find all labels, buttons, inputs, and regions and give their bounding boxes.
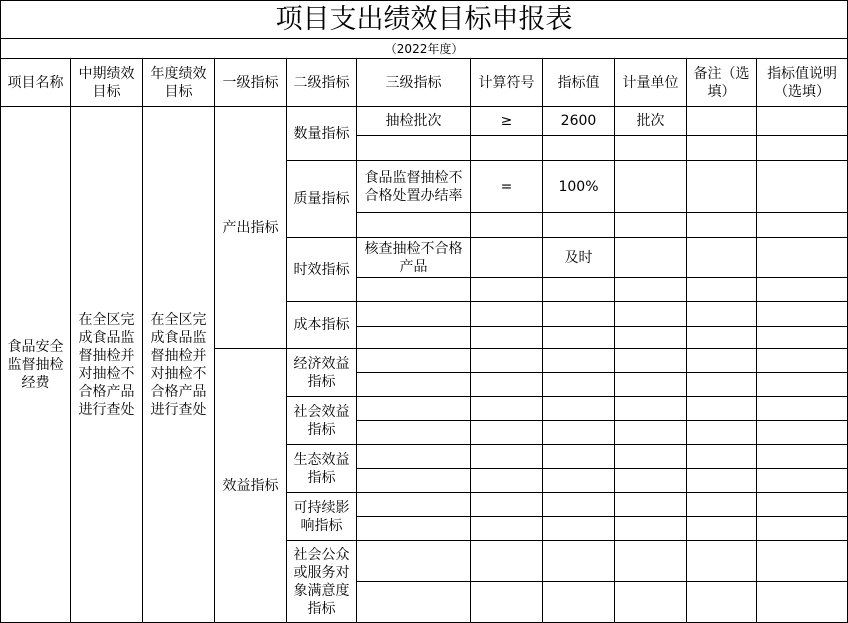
form-title: 项目支出绩效目标申报表 <box>1 1 848 39</box>
remark-cell <box>687 136 757 161</box>
operator-cell <box>471 327 543 349</box>
level3-cell <box>357 349 471 373</box>
value-note-cell <box>757 445 848 469</box>
operator-cell: ≥ <box>471 107 543 136</box>
header-value: 指标值 <box>543 59 615 107</box>
remark-cell <box>687 107 757 136</box>
remark-cell <box>687 278 757 302</box>
unit-cell <box>615 349 687 373</box>
level2-social-cell: 社会效益指标 <box>287 397 357 445</box>
unit-cell <box>615 238 687 278</box>
level3-cell <box>357 445 471 469</box>
value-cell: 100% <box>543 161 615 213</box>
remark-cell <box>687 421 757 445</box>
level2-sustainability-cell: 可持续影响指标 <box>287 493 357 541</box>
value-note-cell <box>757 469 848 493</box>
value-note-cell <box>757 302 848 327</box>
value-cell <box>543 327 615 349</box>
value-cell <box>543 582 615 623</box>
value-cell <box>543 278 615 302</box>
level2-quantity-cell: 数量指标 <box>287 107 357 161</box>
unit-cell <box>615 327 687 349</box>
remark-cell <box>687 541 757 582</box>
unit-cell <box>615 161 687 213</box>
header-project-name: 项目名称 <box>1 59 71 107</box>
remark-cell <box>687 327 757 349</box>
level3-cell <box>357 302 471 327</box>
value-cell <box>543 541 615 582</box>
value-cell <box>543 349 615 373</box>
header-level1: 一级指标 <box>215 59 287 107</box>
value-note-cell <box>757 327 848 349</box>
unit-cell <box>615 397 687 421</box>
operator-cell <box>471 136 543 161</box>
header-operator: 计算符号 <box>471 59 543 107</box>
unit-cell <box>615 582 687 623</box>
level3-cell <box>357 397 471 421</box>
header-remark: 备注（选填） <box>687 59 757 107</box>
remark-cell <box>687 302 757 327</box>
unit-cell <box>615 136 687 161</box>
level3-cell <box>357 373 471 397</box>
operator-cell: = <box>471 161 543 213</box>
level3-cell <box>357 469 471 493</box>
value-note-cell <box>757 161 848 213</box>
value-note-cell <box>757 349 848 373</box>
remark-cell <box>687 238 757 278</box>
operator-cell <box>471 541 543 582</box>
value-note-cell <box>757 278 848 302</box>
value-note-cell <box>757 421 848 445</box>
level3-cell: 食品监督抽检不合格处置办结率 <box>357 161 471 213</box>
unit-cell <box>615 445 687 469</box>
level1-benefit-cell: 效益指标 <box>215 349 287 623</box>
value-note-cell <box>757 136 848 161</box>
operator-cell <box>471 238 543 278</box>
operator-cell <box>471 302 543 327</box>
remark-cell <box>687 493 757 517</box>
annual-goal-cell: 在全区完成食品监督抽检并对抽检不合格产品进行查处 <box>143 107 215 623</box>
operator-cell <box>471 469 543 493</box>
remark-cell <box>687 517 757 541</box>
level3-cell: 抽检批次 <box>357 107 471 136</box>
operator-cell <box>471 582 543 623</box>
value-note-cell <box>757 107 848 136</box>
value-cell <box>543 136 615 161</box>
operator-cell <box>471 213 543 238</box>
value-cell <box>543 421 615 445</box>
value-cell <box>543 397 615 421</box>
value-cell <box>543 517 615 541</box>
value-cell <box>543 469 615 493</box>
level3-cell <box>357 327 471 349</box>
level3-cell <box>357 136 471 161</box>
remark-cell <box>687 161 757 213</box>
table-row <box>1 107 848 136</box>
operator-cell <box>471 517 543 541</box>
value-note-cell <box>757 517 848 541</box>
header-mid-term-goal: 中期绩效目标 <box>71 59 143 107</box>
level3-cell <box>357 541 471 582</box>
operator-cell <box>471 397 543 421</box>
value-note-cell <box>757 238 848 278</box>
value-note-cell <box>757 541 848 582</box>
level3-cell <box>357 278 471 302</box>
remark-cell <box>687 445 757 469</box>
unit-cell <box>615 278 687 302</box>
unit-cell <box>615 469 687 493</box>
value-cell <box>543 493 615 517</box>
unit-cell <box>615 302 687 327</box>
value-note-cell <box>757 582 848 623</box>
value-cell <box>543 373 615 397</box>
level2-ecological-cell: 生态效益指标 <box>287 445 357 493</box>
unit-cell <box>615 421 687 445</box>
value-cell <box>543 302 615 327</box>
level3-cell: 核查抽检不合格产品 <box>357 238 471 278</box>
header-annual-goal: 年度绩效目标 <box>143 59 215 107</box>
header-level3: 三级指标 <box>357 59 471 107</box>
level3-cell <box>357 421 471 445</box>
unit-cell <box>615 213 687 238</box>
mid-term-goal-cell: 在全区完成食品监督抽检并对抽检不合格产品进行查处 <box>71 107 143 623</box>
level2-economic-cell: 经济效益指标 <box>287 349 357 397</box>
header-value-note: 指标值说明（选填） <box>757 59 848 107</box>
operator-cell <box>471 445 543 469</box>
value-note-cell <box>757 213 848 238</box>
level2-cost-cell: 成本指标 <box>287 302 357 349</box>
remark-cell <box>687 373 757 397</box>
header-row <box>1 59 848 107</box>
project-name-cell: 食品安全监督抽检经费 <box>1 107 71 623</box>
level2-quality-cell: 质量指标 <box>287 161 357 238</box>
value-cell <box>543 445 615 469</box>
operator-cell <box>471 349 543 373</box>
level3-cell <box>357 582 471 623</box>
remark-cell <box>687 469 757 493</box>
level1-output-cell: 产出指标 <box>215 107 287 349</box>
level3-cell <box>357 517 471 541</box>
value-cell <box>543 213 615 238</box>
operator-cell <box>471 493 543 517</box>
operator-cell <box>471 421 543 445</box>
remark-cell <box>687 349 757 373</box>
header-unit: 计量单位 <box>615 59 687 107</box>
level2-timeliness-cell: 时效指标 <box>287 238 357 302</box>
value-note-cell <box>757 373 848 397</box>
operator-cell <box>471 278 543 302</box>
remark-cell <box>687 397 757 421</box>
value-cell: 及时 <box>543 238 615 278</box>
value-note-cell <box>757 397 848 421</box>
level3-cell <box>357 493 471 517</box>
remark-cell <box>687 213 757 238</box>
operator-cell <box>471 373 543 397</box>
unit-cell <box>615 541 687 582</box>
value-cell: 2600 <box>543 107 615 136</box>
form-year: （2022年度） <box>1 39 848 59</box>
level2-satisfaction-cell: 社会公众或服务对象满意度指标 <box>287 541 357 623</box>
unit-cell: 批次 <box>615 107 687 136</box>
unit-cell <box>615 373 687 397</box>
header-level2: 二级指标 <box>287 59 357 107</box>
level3-cell <box>357 213 471 238</box>
remark-cell <box>687 582 757 623</box>
value-note-cell <box>757 493 848 517</box>
unit-cell <box>615 493 687 517</box>
unit-cell <box>615 517 687 541</box>
